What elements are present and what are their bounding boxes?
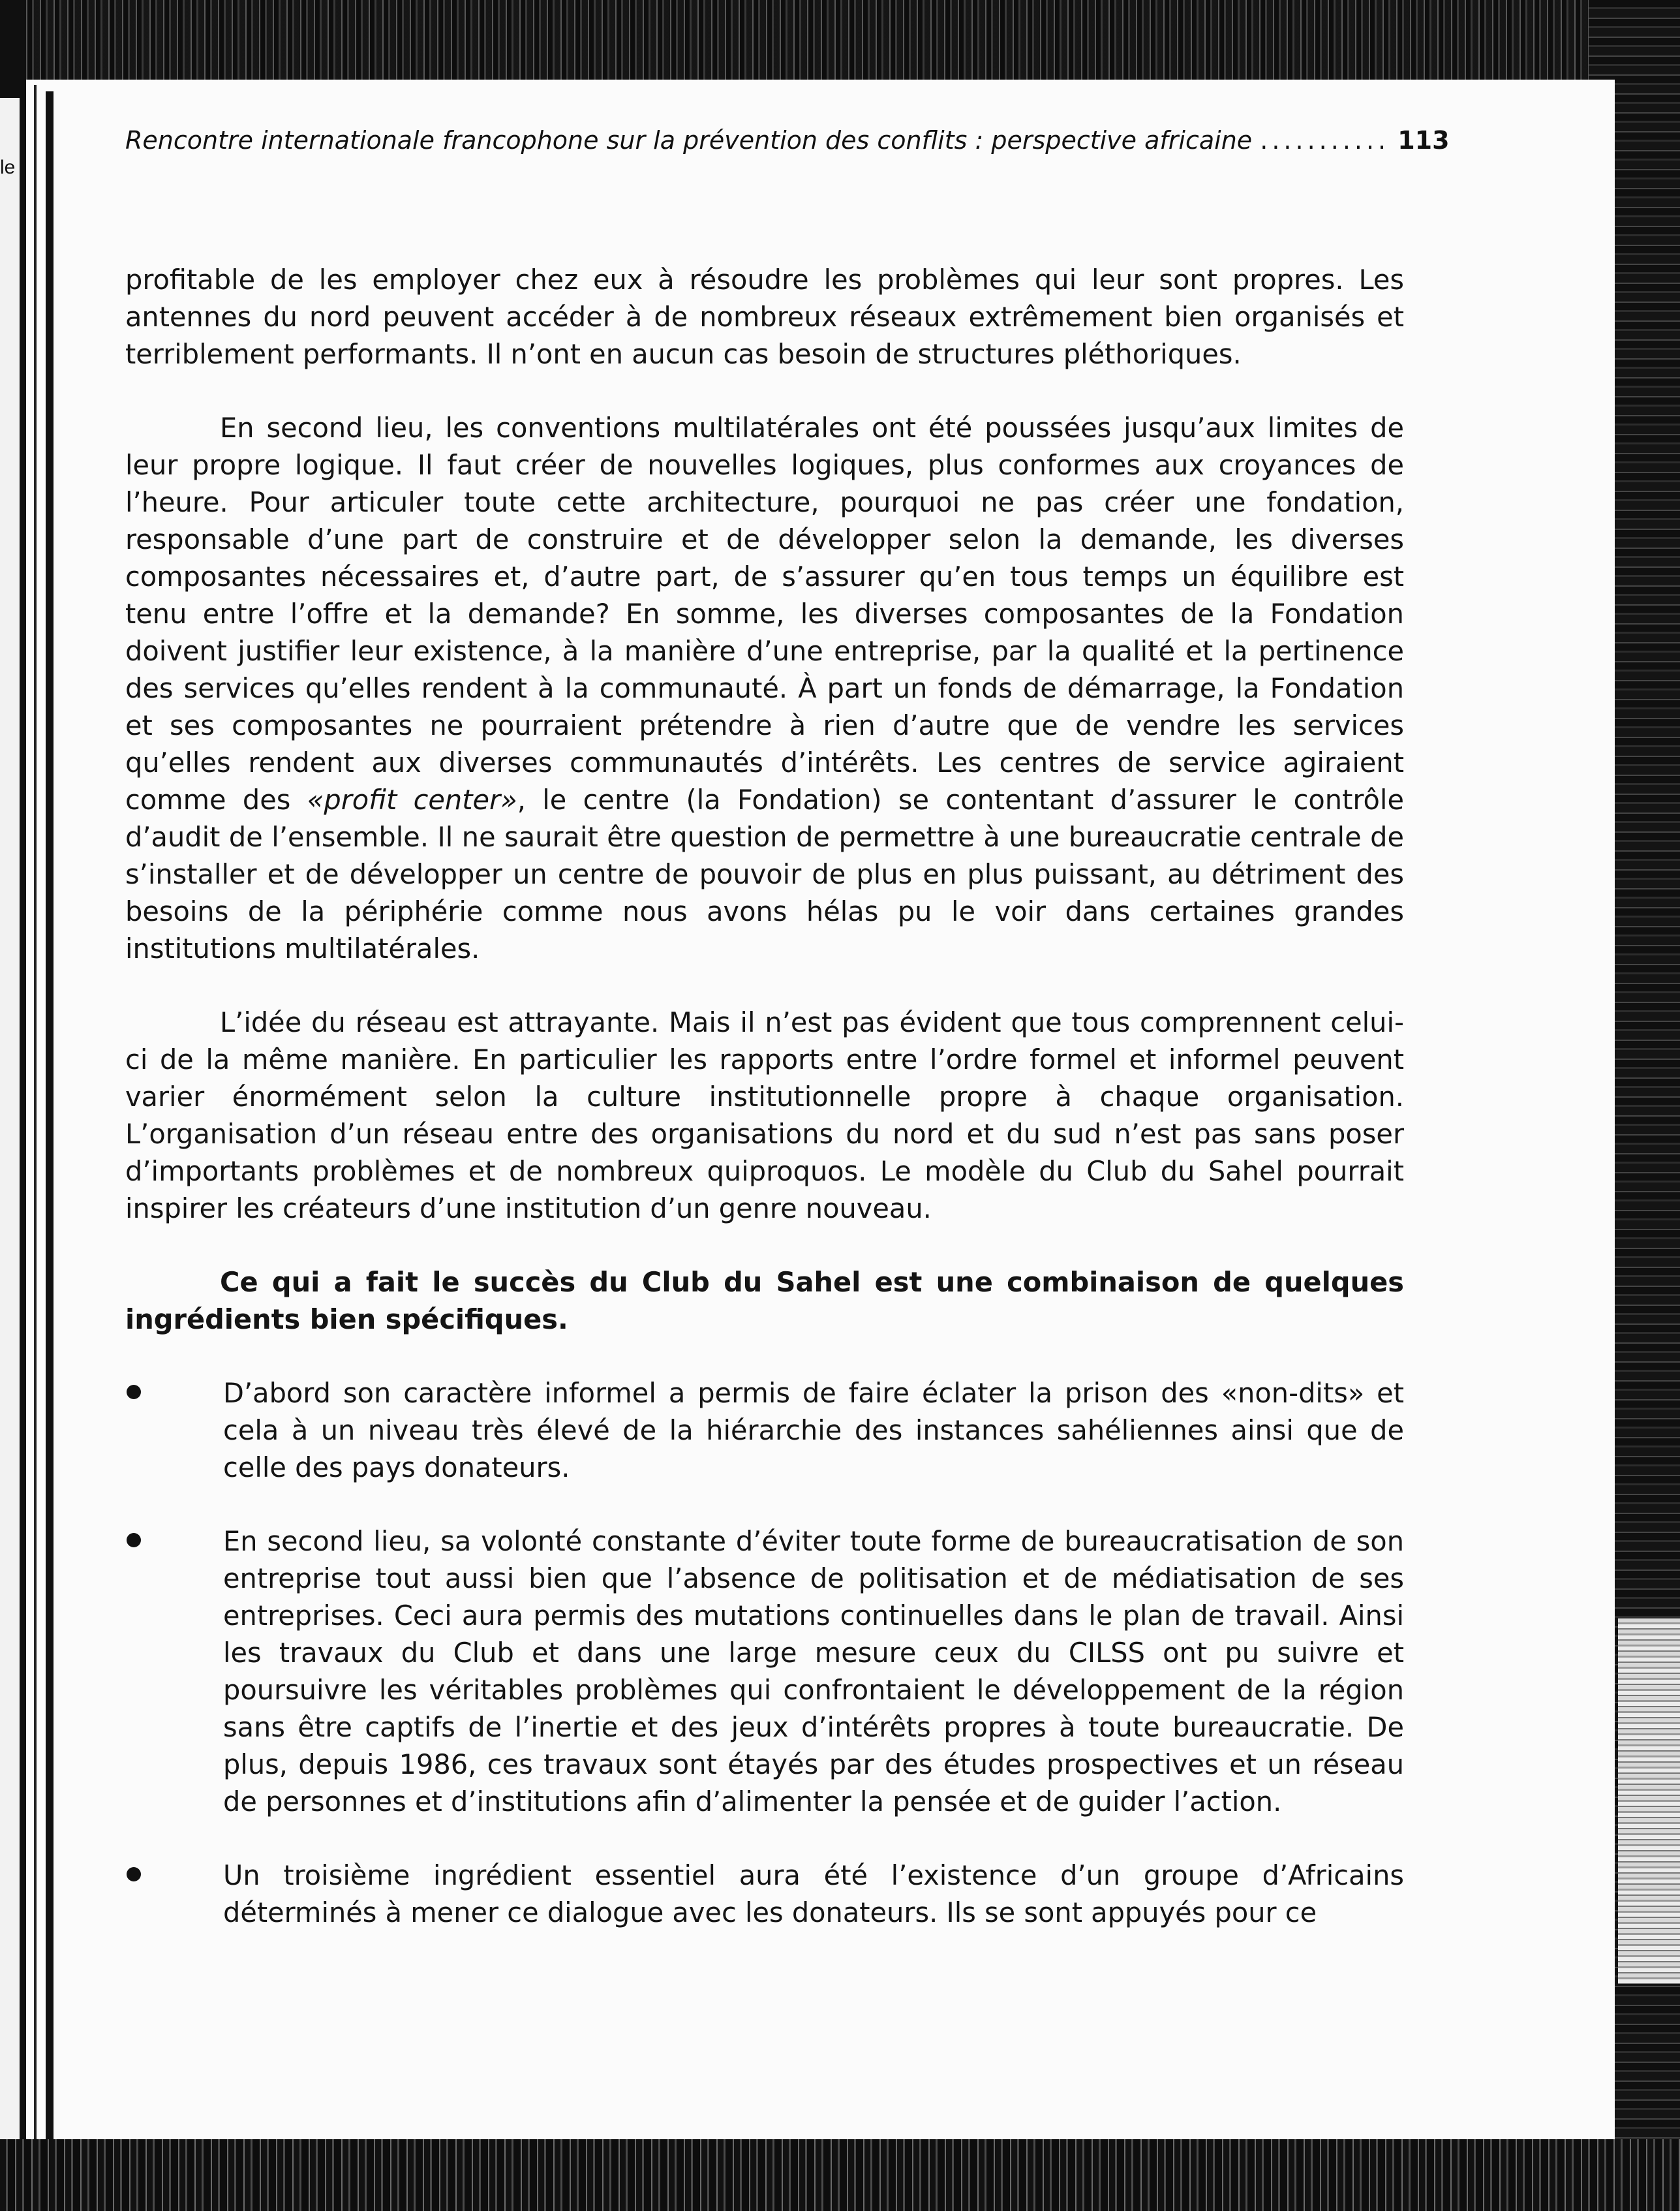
paragraph-3: L’idée du réseau est attrayante. Mais il n’est pas évident que tous comprennent celui-ci de la même manière. En particulier les rapports entre l’ordre formel et informel peuvent varier énormément selon la culture institutionnelle propre à chaque organisation. L’organisation d’un réseau entre des organisations du nord et du sud n’est pas sans poser d’importants problèmes et de nombreux quiproquos. Le modèle du Club du Sahel pourrait inspirer les créateurs d’une institution d’un genre nouveau. <box>125 1006 1404 1224</box>
book-spine <box>46 91 53 2160</box>
bullet-icon <box>127 1385 141 1399</box>
scan-border-bottom <box>0 2139 1680 2211</box>
list-item-text: Un troisième ingrédient essentiel aura été l’existence d’un groupe d’Africains déterminés à mener ce dialogue avec les donateurs. Ils se sont appuyés pour ce <box>223 1859 1404 1928</box>
list-item <box>125 1857 1404 1931</box>
body-text <box>125 261 1404 1968</box>
scan-border-top <box>0 0 1680 85</box>
adjacent-page-edge <box>0 98 20 2154</box>
paragraph-1: profitable de les employer chez eux à résoudre les problèmes qui leur sont propres. Les antennes du nord peuvent accéder à de nombreux réseaux extrêmement bien organisés et terriblement performants. Il n’ont en aucun cas besoin de structures pléthoriques. <box>125 264 1404 370</box>
leader-dots: ........... <box>1260 126 1390 155</box>
bullet-icon <box>127 1867 141 1881</box>
adjacent-page-fragment: le <box>0 157 16 178</box>
paragraph-2 <box>125 409 1404 967</box>
paragraph-4-bold: Ce qui a fait le succès du Club du Sahel est une combinaison de quelques ingrédients bien spécifiques. <box>125 1266 1404 1335</box>
running-title: Rencontre internationale francophone sur la prévention des conflits : perspective africaine <box>125 126 1253 155</box>
list-item <box>125 1374 1404 1486</box>
paragraph-2-part-1: En second lieu, les conventions multilatérales ont été poussées jusqu’aux limites de leur propre logique. Il faut créer de nouvelles logiques, plus conformes aux croyances de l’heure. Pour articuler toute cette architecture, pourquoi ne pas créer une fondation, responsable d’une part de construire et de développer selon la demande, les diverses composantes nécessaires et, d’autre part, de s’assurer qu’en tous temps un équilibre est tenu entre l’offre et la demande? En somme, les diverses composantes de la Fondation doivent justifier leur existence, à la manière d’une entreprise, par la qualité et la pertinence des services qu’elles rendent à la communauté. À part un fonds de démarrage, la Fondation et ses composantes ne pourraient prétendre à rien d’autre que de vendre les services qu’elles rendent aux diverses communautés d’intérêts. Les centres de service agiraient comme des <box>125 412 1404 816</box>
list-item <box>125 1523 1404 1820</box>
running-header <box>125 126 1450 155</box>
list-item-text: D’abord son caractère informel a permis de faire éclater la prison des «non-dits» et cela à un niveau très élevé de la hiérarchie des instances sahéliennes ainsi que de celle des pays donateurs. <box>223 1377 1404 1483</box>
scan-artifact-strip <box>1618 1618 1680 1984</box>
book-spine-line <box>34 85 37 2160</box>
profit-center-term: «profit center» <box>307 784 517 816</box>
paragraph-2-part-2: , le centre (la Fondation) se contentant d’assurer le contrôle d’audit de l’ensemble. Il ne saurait être question de permettre à une bureaucratie centrale de s’installer et de développer un centre de pouvoir de plus en plus puissant, au détriment des besoins de la périphérie comme nous avons hélas pu le voir dans certaines grandes institutions multilatérales. <box>125 784 1404 965</box>
bullet-icon <box>127 1533 141 1547</box>
list-item-text: En second lieu, sa volonté constante d’éviter toute forme de bureaucratisation de son entreprise tout aussi bien que l’absence de politisation et de médiatisation de ses entreprises. Ceci aura permis des mutations continuelles dans le plan de travail. Ainsi les travaux du Club et dans une large mesure ceux du CILSS ont pu suivre et poursuivre les véritables problèmes qui confrontaient le développement de la région sans être captifs de l’inertie et des jeux d’intérêts propres à toute bureaucratie. De plus, depuis 1986, ces travaux sont étayés par des études prospectives et un réseau de personnes et d’institutions afin d’alimenter la pensée et de guider l’action. <box>223 1525 1404 1817</box>
page-number: 113 <box>1397 126 1450 155</box>
